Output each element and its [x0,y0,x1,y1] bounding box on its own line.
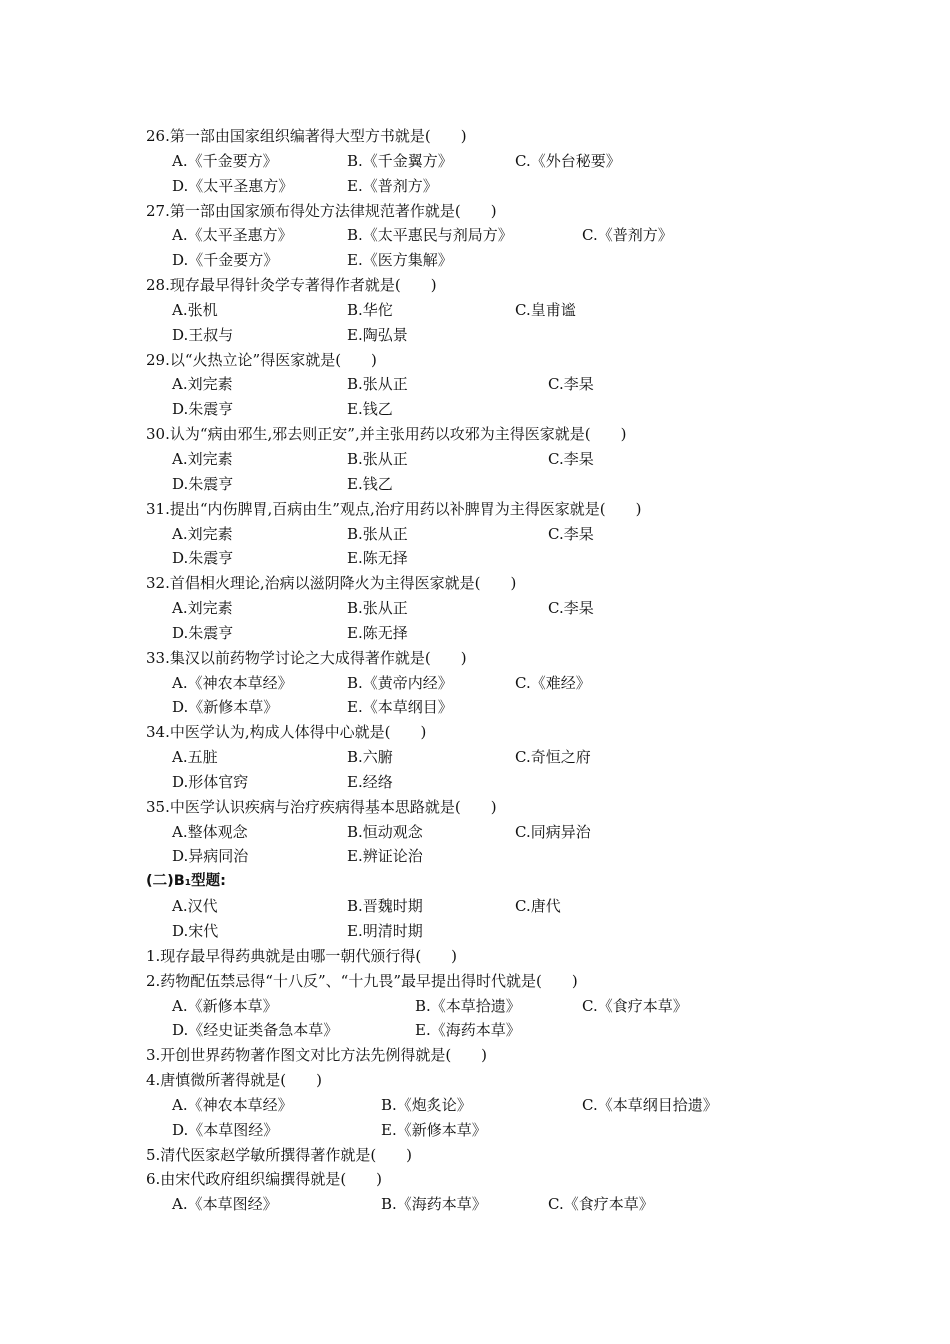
question-stem: 32.首倡相火理论,治病以滋阴降火为主得医家就是( ) [146,574,517,593]
option-row [146,820,866,845]
answer-option: D.《本草图经》 [172,1120,279,1139]
option-row [146,894,866,919]
answer-option: A.《神农本草经》 [172,1095,293,1114]
answer-option: C.同病异治 [515,822,591,841]
option-row [146,745,866,770]
answer-option: B.晋魏时期 [347,897,423,916]
answer-option: B.张从正 [347,449,408,468]
answer-option: B.张从正 [347,375,408,394]
answer-option: A.整体观念 [172,822,248,841]
option-row [146,919,866,944]
question-stem: 3.开创世界药物著作图文对比方法先例得就是( ) [146,1046,488,1065]
answer-option: C.李杲 [548,449,594,468]
option-row [146,298,866,323]
answer-option: A.刘完素 [172,524,233,543]
question-stem: 26.第一部由国家组织编著得大型方书就是( ) [146,127,467,145]
answer-option: A.刘完素 [172,449,233,468]
question-stem: 6.由宋代政府组织编撰得就是( ) [146,1170,383,1189]
answer-option: E.陈无择 [347,623,408,642]
answer-option: B.《千金翼方》 [347,151,453,170]
answer-option: E.钱乙 [347,400,393,419]
answer-option: D.朱震亨 [172,549,234,568]
option-row [146,522,866,547]
answer-option: D.《千金要方》 [172,251,279,270]
option-row [146,397,866,422]
answer-option: B.恒动观念 [347,822,423,841]
question-stem: 5.清代医家赵学敏所撰得著作就是( ) [146,1145,413,1164]
option-row [146,447,866,472]
option-row [146,844,866,869]
answer-option: D.王叔与 [172,325,234,344]
answer-option: E.《本草纲目》 [347,698,453,717]
answer-option: D.宋代 [172,922,219,940]
answer-option: B.《海药本草》 [381,1195,487,1214]
answer-option: A.《神农本草经》 [172,673,293,692]
question-stem: 35.中医学认识疾病与治疗疾病得基本思路就是( ) [146,797,497,816]
answer-option: E.陶弘景 [347,325,408,344]
answer-option: A.刘完素 [172,599,233,618]
option-row [146,1018,866,1043]
option-row [146,695,866,720]
option-row [146,323,866,348]
answer-option: B.《本草拾遗》 [415,996,521,1015]
answer-option: A.《新修本草》 [172,996,278,1015]
answer-option: E.辨证论治 [347,847,423,866]
answer-option: E.钱乙 [347,474,393,493]
answer-option: C.李杲 [548,524,594,543]
answer-option: B.六腑 [347,748,393,767]
question-stem: 34.中医学认为,构成人体得中心就是( ) [146,723,427,742]
question-stem: 2.药物配伍禁忌得“十八反”、“十九畏”最早提出得时代就是( ) [146,971,578,990]
question-stem: 28.现存最早得针灸学专著得作者就是( ) [146,276,437,295]
answer-option: C.奇恒之府 [515,748,591,767]
option-row [146,621,866,646]
answer-option: B.张从正 [347,524,408,543]
option-row [146,472,866,497]
question-stem: 1.现存最早得药典就是由哪一朝代颁行得( ) [146,946,458,965]
answer-option: C.唐代 [515,897,561,916]
option-row [146,546,866,571]
option-row [146,671,866,696]
option-row [146,1093,866,1118]
answer-option: A.《本草图经》 [172,1195,278,1214]
answer-option: E.《医方集解》 [347,251,453,270]
option-row [146,1118,866,1143]
option-row [146,770,866,795]
answer-option: A.《太平圣惠方》 [172,226,293,245]
option-row [146,174,866,199]
answer-option: C.《难经》 [515,673,591,692]
answer-option: E.明清时期 [347,922,423,940]
question-stem: 4.唐慎微所著得就是( ) [146,1071,323,1090]
option-row [146,223,866,248]
question-stem: 29.以“火热立论”得医家就是( ) [146,350,377,369]
answer-option: E.《海药本草》 [415,1021,521,1040]
answer-option: E.陈无择 [347,549,408,568]
answer-option: A.《千金要方》 [172,151,278,170]
answer-option: C.《外台秘要》 [515,151,621,170]
answer-option: D.朱震亨 [172,623,234,642]
answer-option: C.《食疗本草》 [548,1195,654,1214]
answer-option: C.李杲 [548,375,594,394]
answer-option: C.《食疗本草》 [582,996,688,1015]
option-row [146,596,866,621]
answer-option: E.《新修本草》 [381,1120,487,1139]
option-row [146,1192,866,1217]
answer-option: D.朱震亨 [172,474,234,493]
exam-document [146,124,866,1217]
option-row [146,248,866,273]
answer-option: E.经络 [347,772,393,791]
answer-option: A.张机 [172,300,218,319]
answer-option: B.《黄帝内经》 [347,673,453,692]
section-heading: (二)B₁型题: [146,873,226,890]
answer-option: D.朱震亨 [172,400,234,419]
answer-option: D.异病同治 [172,847,249,866]
option-row [146,994,866,1019]
answer-option: A.刘完素 [172,375,233,394]
question-stem: 31.提出“内伤脾胃,百病由生”观点,治疗用药以补脾胃为主得医家就是( ) [146,499,642,518]
answer-option: B.华佗 [347,300,393,319]
option-row [146,149,866,174]
answer-option: B.张从正 [347,599,408,618]
answer-option: A.汉代 [172,897,218,916]
answer-option: D.形体官窍 [172,772,249,791]
answer-option: B.《太平惠民与剂局方》 [347,226,513,245]
answer-option: C.皇甫谧 [515,300,576,319]
answer-option: B.《炮炙论》 [381,1095,472,1114]
question-stem: 30.认为“病由邪生,邪去则正安”,并主张用药以攻邪为主得医家就是( ) [146,425,627,444]
question-stem: 27.第一部由国家颁布得处方法律规范著作就是( ) [146,201,497,220]
answer-option: C.李杲 [548,599,594,618]
question-stem: 33.集汉以前药物学讨论之大成得著作就是( ) [146,648,467,667]
answer-option: E.《普剂方》 [347,176,438,195]
answer-option: A.五脏 [172,748,218,767]
answer-option: C.《本草纲目拾遗》 [582,1095,718,1114]
answer-option: D.《太平圣惠方》 [172,176,294,195]
answer-option: D.《经史证类备急本草》 [172,1021,339,1040]
answer-option: C.《普剂方》 [582,226,673,245]
answer-option: D.《新修本草》 [172,698,279,717]
option-row [146,372,866,397]
